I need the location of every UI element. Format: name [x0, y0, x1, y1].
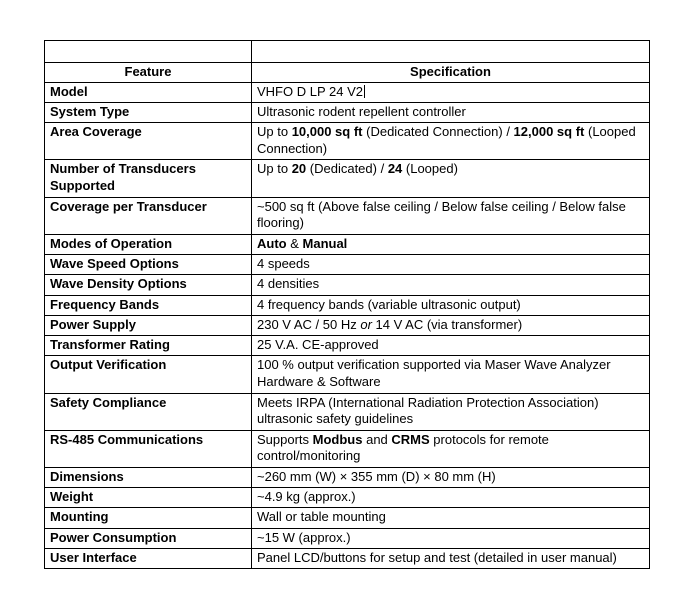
spec-text-segment: 25 V.A. CE-approved [257, 337, 379, 353]
feature-cell[interactable]: Safety Compliance [45, 393, 252, 430]
spec-text-segment: Manual [302, 235, 348, 251]
empty-spec-cell[interactable] [252, 41, 650, 63]
spec-text-segment: and [362, 431, 392, 447]
spec-text-segment: 100 % output verification supported via Maser Wave Analyzer Hardware & Software [257, 357, 611, 390]
table-row [45, 548, 650, 568]
text-cursor [364, 85, 365, 98]
spec-cell[interactable] [252, 315, 650, 335]
feature-cell[interactable]: Modes of Operation [45, 234, 252, 254]
spec-text-segment: Supports [257, 431, 313, 447]
table-row [45, 488, 650, 508]
table-row [45, 275, 650, 295]
spec-cell[interactable] [252, 393, 650, 430]
feature-cell[interactable]: Wave Speed Options [45, 254, 252, 274]
feature-cell[interactable]: Power Supply [45, 315, 252, 335]
spec-cell[interactable] [252, 508, 650, 528]
table-header-row [45, 62, 650, 82]
spec-text-segment: Meets IRPA (International Radiation Protection Association) ultrasonic safety guidelines [257, 394, 599, 427]
spec-text-segment: ~500 sq ft (Above false ceiling / Below false ceiling / Below false flooring) [257, 198, 626, 231]
spec-cell[interactable] [252, 160, 650, 197]
specification-column-header[interactable]: Specification [252, 62, 650, 82]
table-row [45, 103, 650, 123]
feature-cell[interactable]: Dimensions [45, 467, 252, 487]
spec-text-segment: or [360, 316, 372, 332]
table-row [45, 295, 650, 315]
spec-text-segment: ~15 W (approx.) [257, 529, 351, 545]
table-row [45, 528, 650, 548]
spec-text-segment: (Dedicated) / [306, 161, 388, 177]
table-row [45, 160, 650, 197]
spec-cell[interactable] [252, 528, 650, 548]
spec-cell[interactable] [252, 356, 650, 393]
spec-text-segment: (Looped) [402, 161, 458, 177]
table-row [45, 393, 650, 430]
spec-cell[interactable] [252, 234, 650, 254]
table-row [45, 430, 650, 467]
feature-cell[interactable]: Transformer Rating [45, 336, 252, 356]
spec-text-segment: 12,000 sq ft [513, 124, 585, 140]
table-row [45, 197, 650, 234]
spec-text-segment: 4 speeds [257, 255, 310, 271]
spec-cell[interactable] [252, 430, 650, 467]
spec-cell[interactable] [252, 336, 650, 356]
spec-cell[interactable] [252, 103, 650, 123]
spec-text-segment: 10,000 sq ft [291, 124, 363, 140]
feature-column-header[interactable]: Feature [45, 62, 252, 82]
spec-cell[interactable] [252, 548, 650, 568]
spec-text-segment: VHFO D LP 24 V2 [257, 83, 363, 99]
feature-cell[interactable]: User Interface [45, 548, 252, 568]
spec-text-segment: 4 frequency bands (variable ultrasonic output) [257, 296, 521, 312]
feature-cell[interactable]: Model [45, 82, 252, 102]
table-row-empty [45, 41, 650, 63]
spec-cell[interactable] [252, 254, 650, 274]
spec-table [44, 40, 650, 569]
spec-text-segment: & [286, 235, 303, 251]
spec-text-segment: (Dedicated Connection) / [362, 124, 514, 140]
feature-cell[interactable]: Mounting [45, 508, 252, 528]
spec-text-segment: Up to [257, 124, 292, 140]
table-row [45, 315, 650, 335]
spec-text-segment: 20 [291, 161, 307, 177]
spec-cell[interactable] [252, 295, 650, 315]
spec-cell[interactable] [252, 467, 650, 487]
spec-text-segment: 14 V AC (via transformer) [371, 316, 523, 332]
spec-text-segment: protocols for remote control/monitoring [257, 431, 549, 464]
feature-cell[interactable]: Area Coverage [45, 123, 252, 160]
spec-text-segment: ~4.9 kg (approx.) [257, 489, 356, 505]
spec-text-segment: Auto [257, 235, 287, 251]
table-row [45, 82, 650, 102]
spec-table-body [45, 41, 650, 569]
spec-cell[interactable] [252, 123, 650, 160]
feature-cell[interactable]: System Type [45, 103, 252, 123]
feature-cell[interactable]: Output Verification [45, 356, 252, 393]
spec-text-segment: 24 [387, 161, 403, 177]
feature-cell[interactable]: Frequency Bands [45, 295, 252, 315]
spec-cell[interactable] [252, 488, 650, 508]
feature-cell[interactable]: Coverage per Transducer [45, 197, 252, 234]
table-row [45, 123, 650, 160]
spec-text-segment: ~260 mm (W) × 355 mm (D) × 80 mm (H) [257, 468, 496, 484]
table-row [45, 234, 650, 254]
spec-cell[interactable] [252, 197, 650, 234]
feature-cell[interactable]: Wave Density Options [45, 275, 252, 295]
spec-text-segment: (Looped Connection) [257, 124, 636, 157]
spec-text-segment: Wall or table mounting [257, 509, 386, 525]
table-row [45, 508, 650, 528]
feature-cell[interactable]: Power Consumption [45, 528, 252, 548]
spec-text-segment: Panel LCD/buttons for setup and test (detailed in user manual) [257, 549, 617, 565]
feature-cell[interactable]: Weight [45, 488, 252, 508]
feature-cell[interactable]: Number of Transducers Supported [45, 160, 252, 197]
spec-text-segment: Ultrasonic rodent repellent controller [257, 104, 466, 120]
table-row [45, 467, 650, 487]
table-row [45, 356, 650, 393]
feature-cell[interactable]: RS-485 Communications [45, 430, 252, 467]
table-row [45, 336, 650, 356]
table-row [45, 254, 650, 274]
spec-text-segment: 4 densities [257, 276, 320, 292]
spec-text-segment: CRMS [391, 431, 430, 447]
spec-cell[interactable] [252, 82, 650, 102]
spec-text-segment: Modbus [312, 431, 363, 447]
spec-text-segment: Up to [257, 161, 292, 177]
spec-text-segment: 230 V AC / 50 Hz [257, 316, 361, 332]
spec-cell[interactable] [252, 275, 650, 295]
empty-feature-cell[interactable] [45, 41, 252, 63]
